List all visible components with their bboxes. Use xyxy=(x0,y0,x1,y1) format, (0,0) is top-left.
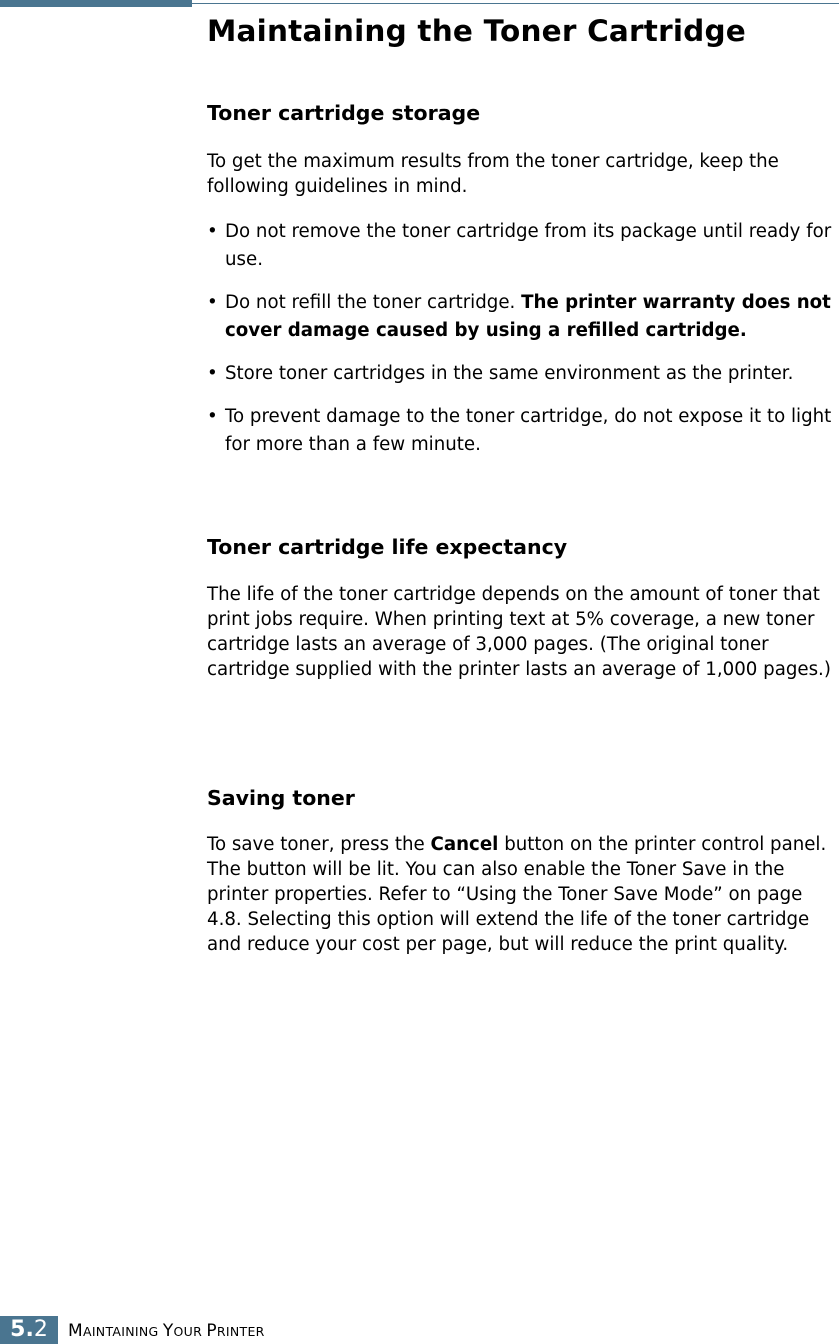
section-heading-storage: Toner cartridge storage xyxy=(207,101,481,125)
bullet-text: To prevent damage to the toner cartridge, do not expose it to light for more than a few minute. xyxy=(225,406,832,455)
storage-bullet-4 xyxy=(207,403,837,459)
life-body: The life of the toner cartridge depends on the amount of toner that print jobs require. When printing text at 5% coverage, a new toner cartridge lasts an average of 3,000 pages. (The original toner cartridge supplied with the printer lasts an average of 1,000 pages.) xyxy=(207,584,831,680)
page-number: 2 xyxy=(33,1317,48,1342)
chapter-number: 5. xyxy=(10,1317,34,1342)
storage-intro: To get the maximum results from the toner cartridge, keep the following guidelines in mind. xyxy=(207,151,779,197)
cancel-button-name: Cancel xyxy=(430,834,499,855)
chapter-title-part: P xyxy=(206,1321,217,1341)
bullet-dot: • xyxy=(207,406,218,427)
bullet-dot: • xyxy=(207,292,218,313)
bullet-text: Do not remove the toner cartridge from its package until ready for use. xyxy=(225,221,832,270)
saving-body xyxy=(207,832,835,957)
warranty-warning: The printer warranty does not cover damage caused by using a refilled cartridge. xyxy=(225,292,831,341)
bullet-text: Store toner cartridges in the same environment as the printer. xyxy=(225,363,794,384)
chapter-title-part: RINTER xyxy=(216,1324,265,1339)
header-accent-bar xyxy=(0,0,192,7)
chapter-title-part: OUR xyxy=(173,1324,207,1339)
page-title: Maintaining the Toner Cartridge xyxy=(207,14,746,48)
header-rule xyxy=(192,3,839,4)
storage-bullet-1 xyxy=(207,218,837,274)
section-heading-saving: Saving toner xyxy=(207,786,355,810)
chapter-title-part: Y xyxy=(162,1321,174,1341)
bullet-dot: • xyxy=(207,221,218,242)
saving-body-rest: button on the printer control panel. The button will be lit. You can also enable the Toner Save in the printer properties. Refer to “Using the Toner Save Mode” on page 4.8. Selecting this option will extend the life of the toner cartridge and reduce your cost per page, but will reduce the print quality. xyxy=(207,834,827,955)
saving-body-start: To save toner, press the xyxy=(207,834,431,855)
page-number-badge xyxy=(0,1316,58,1344)
chapter-title-part: AINTAINING xyxy=(82,1324,163,1339)
chapter-title-part: M xyxy=(68,1321,83,1341)
storage-bullet-2 xyxy=(207,289,837,345)
bullet-text: Do not refill the toner cartridge. xyxy=(225,292,522,313)
bullet-dot: • xyxy=(207,363,218,384)
chapter-title xyxy=(68,1321,265,1341)
storage-bullet-3 xyxy=(207,360,837,388)
section-heading-life: Toner cartridge life expectancy xyxy=(207,535,568,559)
